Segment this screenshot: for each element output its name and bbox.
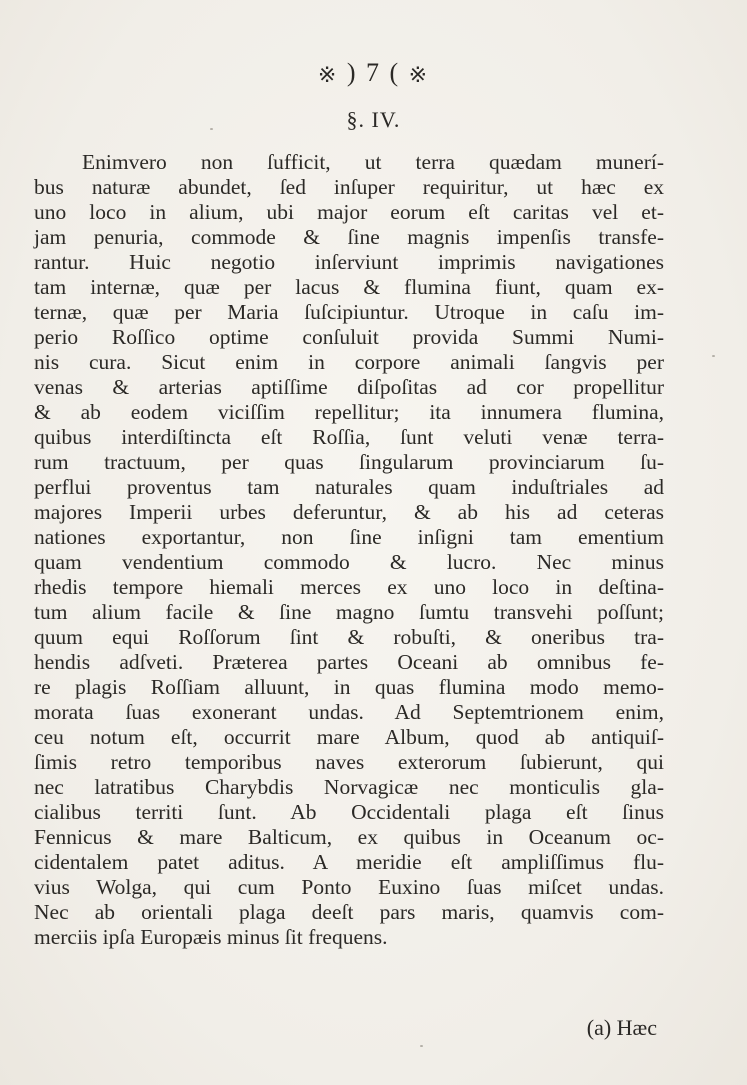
text-line: uno loco in alium, ubi major eorum eſt caritas vel et- <box>34 200 664 225</box>
text-line: ternæ, quæ per Maria ſuſcipiuntur. Utroque in caſu im- <box>34 300 664 325</box>
text-line: cidentalem patet aditus. A meridie eſt ampliſſimus flu- <box>34 850 664 875</box>
text-line: Nec ab orientali plaga deeſt pars maris, quamvis com- <box>34 900 664 925</box>
text-line: morata ſuas exonerant undas. Ad Septemtrionem enim, <box>34 700 664 725</box>
text-line: quam vendentium commodo & lucro. Nec minus <box>34 550 664 575</box>
text-line: venas & arterias aptiſſime diſpoſitas ad cor propellitur <box>34 375 664 400</box>
text-line: & ab eodem viciſſim repellitur; ita innumera flumina, <box>34 400 664 425</box>
text-line: ſimis retro temporibus naves exterorum ſubierunt, qui <box>34 750 664 775</box>
text-line: ceu notum eſt, occurrit mare Album, quod ab antiquiſ- <box>34 725 664 750</box>
paper-speck <box>210 128 213 130</box>
catchword: (a) Hæc <box>586 1015 657 1040</box>
text-line: tum alium facile & ſine magno ſumtu transvehi poſſunt; <box>34 600 664 625</box>
text-line: rum tractuum, per quas ſingularum provinciarum ſu- <box>34 450 664 475</box>
page-header <box>0 58 747 88</box>
text-line: perio Roſſico optime conſuluit provida Summi Numi- <box>34 325 664 350</box>
text-line: rhedis tempore hiemali merces ex uno loco in deſtina- <box>34 575 664 600</box>
text-line: bus naturæ abundet, ſed inſuper requiritur, ut hæc ex <box>34 175 664 200</box>
text-line: re plagis Roſſiam alluunt, in quas flumina modo memo- <box>34 675 664 700</box>
text-line: rantur. Huic negotio inſerviunt imprimis navigationes <box>34 250 664 275</box>
text-line: majores Imperii urbes deferuntur, & ab his ad ceteras <box>34 500 664 525</box>
floral-ornament-right-icon: ※ <box>408 62 430 87</box>
text-line: jam penuria, commode & ſine magnis impenſis transfe- <box>34 225 664 250</box>
text-line: tam internæ, quæ per lacus & flumina fiunt, quam ex- <box>34 275 664 300</box>
text-line: merciis ipſa Europæis minus ſit frequens. <box>34 925 388 950</box>
text-line: hendis adſveti. Præterea partes Oceani ab omnibus fe- <box>34 650 664 675</box>
text-line: cialibus territi ſunt. Ab Occidentali plaga eſt ſinus <box>34 800 664 825</box>
paper-speck <box>420 1045 423 1047</box>
text-line: Fennicus & mare Balticum, ex quibus in Oceanum oc- <box>34 825 664 850</box>
text-line: quibus interdiſtincta eſt Roſſia, ſunt veluti venæ terra- <box>34 425 664 450</box>
text-line: quum equi Roſſorum ſint & robuſti, & oneribus tra- <box>34 625 664 650</box>
text-line: nationes exportantur, non ſine inſigni tam ementium <box>34 525 664 550</box>
paper-speck <box>712 355 715 357</box>
text-line: perflui proventus tam naturales quam induſtriales ad <box>34 475 664 500</box>
page-number: ) 7 ( <box>346 58 401 87</box>
text-line: nis cura. Sicut enim in corpore animali ſangvis per <box>34 350 664 375</box>
text-line: nec latratibus Charybdis Norvagicæ nec monticulis gla- <box>34 775 664 800</box>
paragraph <box>34 150 664 951</box>
text-line: Enimvero non ſufficit, ut terra quædam munerí- <box>82 150 664 174</box>
section-heading: §. IV. <box>346 107 401 132</box>
text-line: vius Wolga, qui cum Ponto Euxino ſuas miſcet undas. <box>34 875 664 900</box>
floral-ornament-left-icon: ※ <box>317 62 339 87</box>
